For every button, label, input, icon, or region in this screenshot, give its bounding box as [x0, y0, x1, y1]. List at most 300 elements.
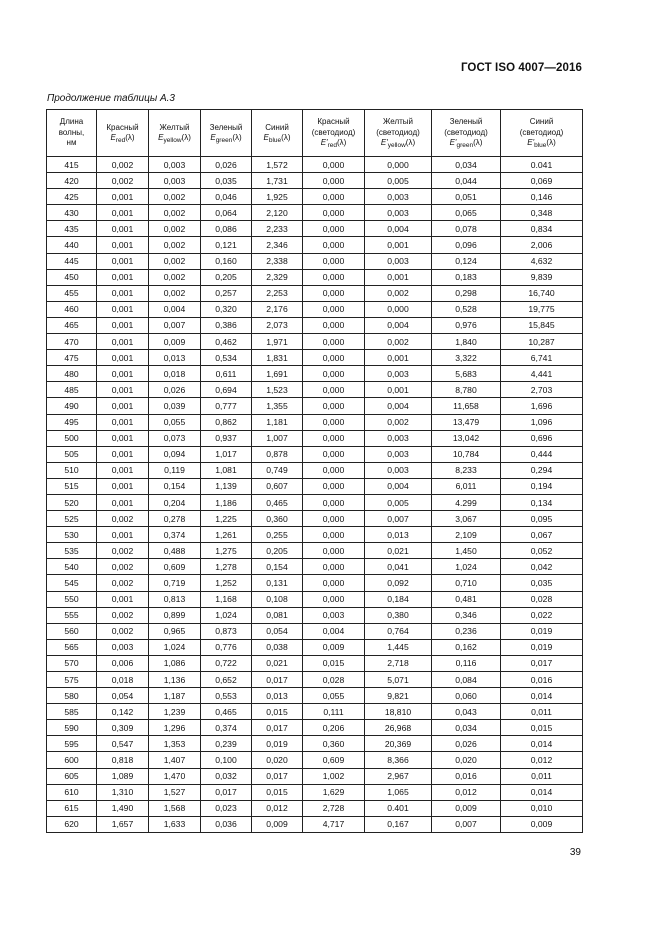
value-cell: 1,490	[97, 800, 149, 816]
table-row	[47, 511, 583, 527]
value-cell: 0,722	[201, 655, 252, 671]
value-cell: 0,005	[365, 173, 432, 189]
value-cell: 0,374	[201, 720, 252, 736]
value-cell: 0,534	[201, 350, 252, 366]
value-cell: 1,572	[252, 157, 303, 173]
wavelength-cell: 520	[47, 494, 97, 510]
value-cell: 0,001	[97, 301, 149, 317]
column-header-6	[365, 110, 432, 157]
value-cell: 0,386	[201, 317, 252, 333]
value-cell: 1,355	[252, 398, 303, 414]
value-cell: 0,776	[201, 639, 252, 655]
value-cell: 1,007	[252, 430, 303, 446]
wavelength-cell: 500	[47, 430, 97, 446]
table-row	[47, 221, 583, 237]
column-header-formula	[432, 138, 500, 149]
value-cell: 0,041	[365, 559, 432, 575]
column-header-formula	[97, 133, 148, 144]
value-cell: 0,054	[252, 623, 303, 639]
value-cell: 0,749	[252, 462, 303, 478]
value-cell: 4.299	[432, 494, 501, 510]
value-cell: 0,005	[365, 494, 432, 510]
formula-subscript: blue	[534, 142, 547, 150]
value-cell: 0,000	[303, 157, 365, 173]
value-cell: 16,740	[501, 285, 583, 301]
wavelength-cell: 580	[47, 688, 97, 704]
wavelength-cell: 465	[47, 317, 97, 333]
value-cell: 0,002	[97, 543, 149, 559]
value-cell: 1,139	[201, 478, 252, 494]
wavelength-cell: 440	[47, 237, 97, 253]
value-cell: 0,003	[365, 189, 432, 205]
formula-subscript: yellow	[163, 137, 182, 144]
column-header-line: Красный	[106, 122, 139, 132]
value-cell: 0,032	[201, 768, 252, 784]
wavelength-cell: 495	[47, 414, 97, 430]
table-row	[47, 655, 583, 671]
value-cell: 1,691	[252, 366, 303, 382]
column-header-formula	[501, 138, 582, 149]
value-cell: 0,003	[149, 173, 201, 189]
value-cell: 0,007	[149, 317, 201, 333]
value-cell: 0,710	[432, 575, 501, 591]
value-cell: 0,001	[97, 478, 149, 494]
value-cell: 4,441	[501, 366, 583, 382]
value-cell: 0,694	[201, 382, 252, 398]
value-cell: 0,001	[97, 253, 149, 269]
value-cell: 1,252	[201, 575, 252, 591]
value-cell: 0,003	[365, 446, 432, 462]
value-cell: 0,002	[149, 269, 201, 285]
table-row	[47, 543, 583, 559]
value-cell: 0,374	[149, 527, 201, 543]
value-cell: 0,001	[97, 205, 149, 221]
value-cell: 0,380	[365, 607, 432, 623]
value-cell: 0,015	[252, 784, 303, 800]
value-cell: 0,160	[201, 253, 252, 269]
value-cell: 0,002	[97, 157, 149, 173]
column-header-line: Зеленый	[449, 117, 483, 127]
value-cell: 0,124	[432, 253, 501, 269]
value-cell: 0,069	[501, 173, 583, 189]
table-row	[47, 623, 583, 639]
value-cell: 0,000	[303, 575, 365, 591]
formula-symbol: E'	[449, 138, 457, 148]
value-cell: 0,696	[501, 430, 583, 446]
formula-argument: (λ)	[336, 138, 347, 148]
value-cell: 0,001	[97, 285, 149, 301]
value-cell: 1,657	[97, 816, 149, 832]
wavelength-cell: 550	[47, 591, 97, 607]
value-cell: 8,366	[365, 752, 432, 768]
value-cell: 1,527	[149, 784, 201, 800]
value-cell: 0,002	[149, 237, 201, 253]
value-cell: 0,547	[97, 736, 149, 752]
value-cell: 0,294	[501, 462, 583, 478]
wavelength-cell: 505	[47, 446, 97, 462]
value-cell: 0,028	[501, 591, 583, 607]
table-row	[47, 382, 583, 398]
value-cell: 1,017	[201, 446, 252, 462]
table-row	[47, 784, 583, 800]
table-row	[47, 317, 583, 333]
value-cell: 4,717	[303, 816, 365, 832]
value-cell: 0,976	[432, 317, 501, 333]
wavelength-cell: 475	[47, 350, 97, 366]
value-cell: 2,728	[303, 800, 365, 816]
value-cell: 0,055	[303, 688, 365, 704]
value-cell: 0.041	[501, 157, 583, 173]
column-header-4	[252, 110, 303, 157]
value-cell: 0,004	[149, 301, 201, 317]
value-cell: 1,731	[252, 173, 303, 189]
value-cell: 1,239	[149, 704, 201, 720]
wavelength-cell: 570	[47, 655, 97, 671]
value-cell: 0,184	[365, 591, 432, 607]
value-cell: 0,609	[149, 559, 201, 575]
table-row	[47, 157, 583, 173]
value-cell: 0,002	[149, 205, 201, 221]
value-cell: 1,470	[149, 768, 201, 784]
value-cell: 11,658	[432, 398, 501, 414]
value-cell: 1,024	[149, 639, 201, 655]
value-cell: 19,775	[501, 301, 583, 317]
value-cell: 8,780	[432, 382, 501, 398]
value-cell: 0,006	[97, 655, 149, 671]
value-cell: 0,003	[303, 607, 365, 623]
value-cell: 2,703	[501, 382, 583, 398]
value-cell: 0,020	[252, 752, 303, 768]
wavelength-cell: 555	[47, 607, 97, 623]
value-cell: 10,287	[501, 334, 583, 350]
wavelength-cell: 470	[47, 334, 97, 350]
value-cell: 0,003	[365, 205, 432, 221]
value-cell: 0,001	[97, 382, 149, 398]
value-cell: 0,001	[97, 398, 149, 414]
value-cell: 0,348	[501, 205, 583, 221]
value-cell: 1,096	[501, 414, 583, 430]
value-cell: 0,000	[303, 269, 365, 285]
value-cell: 1,225	[201, 511, 252, 527]
formula-symbol: E	[263, 133, 269, 142]
value-cell: 0,000	[303, 494, 365, 510]
value-cell: 0,001	[365, 269, 432, 285]
value-cell: 0,055	[149, 414, 201, 430]
column-header-8	[501, 110, 583, 157]
value-cell: 0,205	[201, 269, 252, 285]
value-cell: 3,067	[432, 511, 501, 527]
value-cell: 2,329	[252, 269, 303, 285]
value-cell: 0,000	[303, 462, 365, 478]
value-cell: 0,444	[501, 446, 583, 462]
value-cell: 0,001	[97, 189, 149, 205]
value-cell: 2,967	[365, 768, 432, 784]
value-cell: 0,002	[97, 511, 149, 527]
value-cell: 0,009	[432, 800, 501, 816]
value-cell: 1,523	[252, 382, 303, 398]
value-cell: 0,015	[501, 720, 583, 736]
wavelength-cell: 535	[47, 543, 97, 559]
column-header-line: (светодиод)	[376, 127, 420, 137]
value-cell: 0,026	[149, 382, 201, 398]
value-cell: 2,073	[252, 317, 303, 333]
value-cell: 0,001	[97, 430, 149, 446]
table-row	[47, 527, 583, 543]
value-cell: 0,000	[303, 430, 365, 446]
table-row	[47, 688, 583, 704]
table-row	[47, 816, 583, 832]
column-header-line: Красный	[317, 117, 350, 127]
wavelength-cell: 525	[47, 511, 97, 527]
value-cell: 0,205	[252, 543, 303, 559]
value-cell: 0,002	[365, 334, 432, 350]
value-cell: 0,119	[149, 462, 201, 478]
value-cell: 0,042	[501, 559, 583, 575]
value-cell: 5,683	[432, 366, 501, 382]
value-cell: 0,003	[365, 462, 432, 478]
value-cell: 0,000	[303, 237, 365, 253]
value-cell: 1,181	[252, 414, 303, 430]
value-cell: 4,632	[501, 253, 583, 269]
value-cell: 0,052	[501, 543, 583, 559]
value-cell: 0,255	[252, 527, 303, 543]
value-cell: 0,003	[365, 366, 432, 382]
table-row	[47, 205, 583, 221]
value-cell: 1,633	[149, 816, 201, 832]
column-header-2	[149, 110, 201, 157]
wavelength-cell: 515	[47, 478, 97, 494]
formula-symbol: E	[158, 133, 164, 142]
value-cell: 0,481	[432, 591, 501, 607]
table-row	[47, 672, 583, 688]
table-row	[47, 334, 583, 350]
value-cell: 10,784	[432, 446, 501, 462]
wavelength-cell: 560	[47, 623, 97, 639]
value-cell: 0,000	[303, 511, 365, 527]
wavelength-cell: 605	[47, 768, 97, 784]
value-cell: 0,000	[365, 157, 432, 173]
formula-argument: (λ)	[125, 133, 135, 142]
value-cell: 0,194	[501, 478, 583, 494]
value-cell: 0,078	[432, 221, 501, 237]
value-cell: 0,001	[97, 317, 149, 333]
value-cell: 0,764	[365, 623, 432, 639]
value-cell: 1,840	[432, 334, 501, 350]
column-header-line: (светодиод)	[519, 127, 564, 137]
value-cell: 0,019	[252, 736, 303, 752]
value-cell: 0,018	[97, 672, 149, 688]
value-cell: 1,310	[97, 784, 149, 800]
value-cell: 1,568	[149, 800, 201, 816]
table-row	[47, 800, 583, 816]
value-cell: 0,004	[365, 221, 432, 237]
formula-symbol: E'	[380, 138, 388, 148]
column-header-1	[97, 110, 149, 157]
value-cell: 0,094	[149, 446, 201, 462]
value-cell: 0,001	[97, 221, 149, 237]
value-cell: 0,086	[201, 221, 252, 237]
wavelength-cell: 600	[47, 752, 97, 768]
wavelength-cell: 585	[47, 704, 97, 720]
column-header-formula	[303, 138, 364, 149]
table-row	[47, 736, 583, 752]
table-row	[47, 607, 583, 623]
value-cell: 0,878	[252, 446, 303, 462]
table-row	[47, 285, 583, 301]
value-cell: 0,019	[501, 639, 583, 655]
value-cell: 0,360	[252, 511, 303, 527]
spectral-data-table	[46, 109, 583, 833]
value-cell: 0,004	[365, 478, 432, 494]
value-cell: 9,821	[365, 688, 432, 704]
value-cell: 1,168	[201, 591, 252, 607]
value-cell: 1,925	[252, 189, 303, 205]
value-cell: 0,060	[432, 688, 501, 704]
value-cell: 1,187	[149, 688, 201, 704]
formula-symbol: E	[210, 133, 216, 142]
formula-subscript: green	[456, 142, 474, 150]
value-cell: 0,154	[252, 559, 303, 575]
value-cell: 0,028	[303, 672, 365, 688]
table-row	[47, 478, 583, 494]
value-cell: 0,236	[432, 623, 501, 639]
column-header-formula	[149, 133, 200, 144]
value-cell: 0,035	[201, 173, 252, 189]
value-cell: 0,009	[252, 816, 303, 832]
wavelength-cell: 480	[47, 366, 97, 382]
value-cell: 0,001	[97, 366, 149, 382]
value-cell: 0,010	[501, 800, 583, 816]
table-body	[47, 157, 583, 833]
value-cell: 0,009	[303, 639, 365, 655]
table-row	[47, 237, 583, 253]
value-cell: 9,839	[501, 269, 583, 285]
value-cell: 3,322	[432, 350, 501, 366]
column-header-line: (светодиод)	[311, 127, 356, 137]
value-cell: 0,026	[432, 736, 501, 752]
value-cell: 0,064	[201, 205, 252, 221]
column-header-line: Синий	[529, 117, 554, 127]
formula-symbol: E'	[527, 138, 535, 148]
value-cell: 0,000	[365, 301, 432, 317]
value-cell: 1,024	[201, 607, 252, 623]
value-cell: 1,024	[432, 559, 501, 575]
value-cell: 0,000	[303, 414, 365, 430]
value-cell: 0,016	[432, 768, 501, 784]
value-cell: 0,000	[303, 334, 365, 350]
wavelength-cell: 530	[47, 527, 97, 543]
table-row	[47, 253, 583, 269]
value-cell: 0,899	[149, 607, 201, 623]
value-cell: 0,001	[97, 414, 149, 430]
column-header-line: Зеленый	[209, 122, 243, 132]
value-cell: 0,017	[501, 655, 583, 671]
wavelength-cell: 425	[47, 189, 97, 205]
column-header-line: нм	[66, 138, 77, 148]
value-cell: 0,001	[97, 527, 149, 543]
table-row	[47, 189, 583, 205]
value-cell: 0,001	[97, 462, 149, 478]
wavelength-cell: 540	[47, 559, 97, 575]
formula-argument: (λ)	[181, 133, 191, 142]
value-cell: 0,019	[501, 623, 583, 639]
table-row	[47, 639, 583, 655]
value-cell: 0,000	[303, 317, 365, 333]
value-cell: 0,000	[303, 382, 365, 398]
value-cell: 2,253	[252, 285, 303, 301]
column-header-3	[201, 110, 252, 157]
value-cell: 1,186	[201, 494, 252, 510]
value-cell: 0,000	[303, 301, 365, 317]
value-cell: 0,018	[149, 366, 201, 382]
value-cell: 0,001	[365, 350, 432, 366]
value-cell: 0,003	[365, 253, 432, 269]
value-cell: 0,000	[303, 398, 365, 414]
value-cell: 0,862	[201, 414, 252, 430]
value-cell: 0,038	[252, 639, 303, 655]
wavelength-cell: 430	[47, 205, 97, 221]
value-cell: 13,042	[432, 430, 501, 446]
value-cell: 0,000	[303, 253, 365, 269]
value-cell: 0,021	[252, 655, 303, 671]
value-cell: 0,001	[97, 269, 149, 285]
value-cell: 0,834	[501, 221, 583, 237]
column-header-7	[432, 110, 501, 157]
formula-symbol: E'	[320, 138, 328, 148]
value-cell: 0,002	[149, 189, 201, 205]
value-cell: 0,002	[149, 253, 201, 269]
value-cell: 1,971	[252, 334, 303, 350]
document-standard-header: ГОСТ ISO 4007—2016	[460, 62, 582, 74]
value-cell: 0,017	[252, 720, 303, 736]
value-cell: 0,777	[201, 398, 252, 414]
value-cell: 6,011	[432, 478, 501, 494]
table-row	[47, 173, 583, 189]
wavelength-cell: 610	[47, 784, 97, 800]
value-cell: 1,696	[501, 398, 583, 414]
value-cell: 0,873	[201, 623, 252, 639]
value-cell: 0,001	[97, 446, 149, 462]
value-cell: 0,014	[501, 688, 583, 704]
value-cell: 0,813	[149, 591, 201, 607]
value-cell: 0,000	[303, 189, 365, 205]
value-cell: 0,146	[501, 189, 583, 205]
value-cell: 0,239	[201, 736, 252, 752]
wavelength-cell: 615	[47, 800, 97, 816]
table-row	[47, 462, 583, 478]
value-cell: 0.401	[365, 800, 432, 816]
formula-subscript: yellow	[387, 142, 406, 150]
column-header-line: Желтый	[382, 117, 414, 127]
value-cell: 2,176	[252, 301, 303, 317]
value-cell: 0,108	[252, 591, 303, 607]
value-cell: 0,073	[149, 430, 201, 446]
table-row	[47, 704, 583, 720]
value-cell: 2,346	[252, 237, 303, 253]
wavelength-cell: 620	[47, 816, 97, 832]
value-cell: 0,009	[149, 334, 201, 350]
value-cell: 1,275	[201, 543, 252, 559]
value-cell: 26,968	[365, 720, 432, 736]
value-cell: 1,450	[432, 543, 501, 559]
value-cell: 0,046	[201, 189, 252, 205]
formula-argument: (λ)	[473, 138, 483, 148]
value-cell: 2,338	[252, 253, 303, 269]
value-cell: 2,233	[252, 221, 303, 237]
value-cell: 0,004	[303, 623, 365, 639]
value-cell: 1,353	[149, 736, 201, 752]
value-cell: 15,845	[501, 317, 583, 333]
